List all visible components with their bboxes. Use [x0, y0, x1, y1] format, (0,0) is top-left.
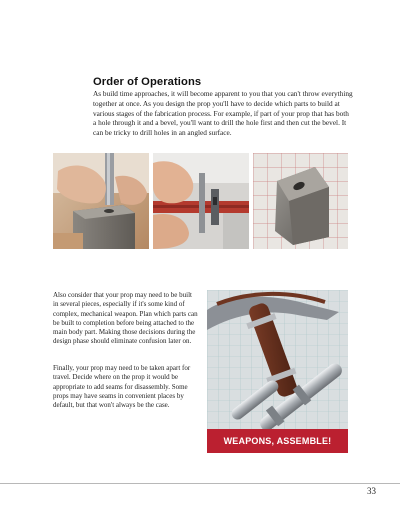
beveled-block-photo [253, 153, 348, 249]
bandsaw-photo [153, 153, 249, 249]
section-heading: Order of Operations [93, 76, 202, 88]
banner-label: WEAPONS, ASSEMBLE! [223, 436, 332, 446]
intro-paragraph: As build time approaches, it will become apparent to you that you can't throw everything together at once. As you design the prop you'll have to decide which parts to build at various stages of the fabrication process. For example, if part of your prop that has both a hole through it and a bevel, you'll want to drill the hole first and then cut the bevel. It can be tricky to drill holes in an angled surface. [93, 89, 353, 138]
drilling-photo [53, 153, 149, 249]
column-paragraph-1: Also consider that your prop may need to be built in several pieces, especially if it's some kind of complex, mechanical weapon. Plan which parts can be built to completion before being attached to the main body part. Making those decisions during the design phase should eliminate confusion later on. [53, 291, 198, 346]
weapons-photo [207, 290, 348, 453]
page-number: 33 [367, 486, 376, 496]
column-paragraph-2: Finally, your prop may need to be taken apart for travel. Decide where on the prop it would be appropriate to add seams for disassembly. Some props may have seams in convenient places by default, but that won't always be the case. [53, 364, 191, 410]
footer-rule [0, 483, 400, 484]
weapons-banner [207, 429, 348, 453]
